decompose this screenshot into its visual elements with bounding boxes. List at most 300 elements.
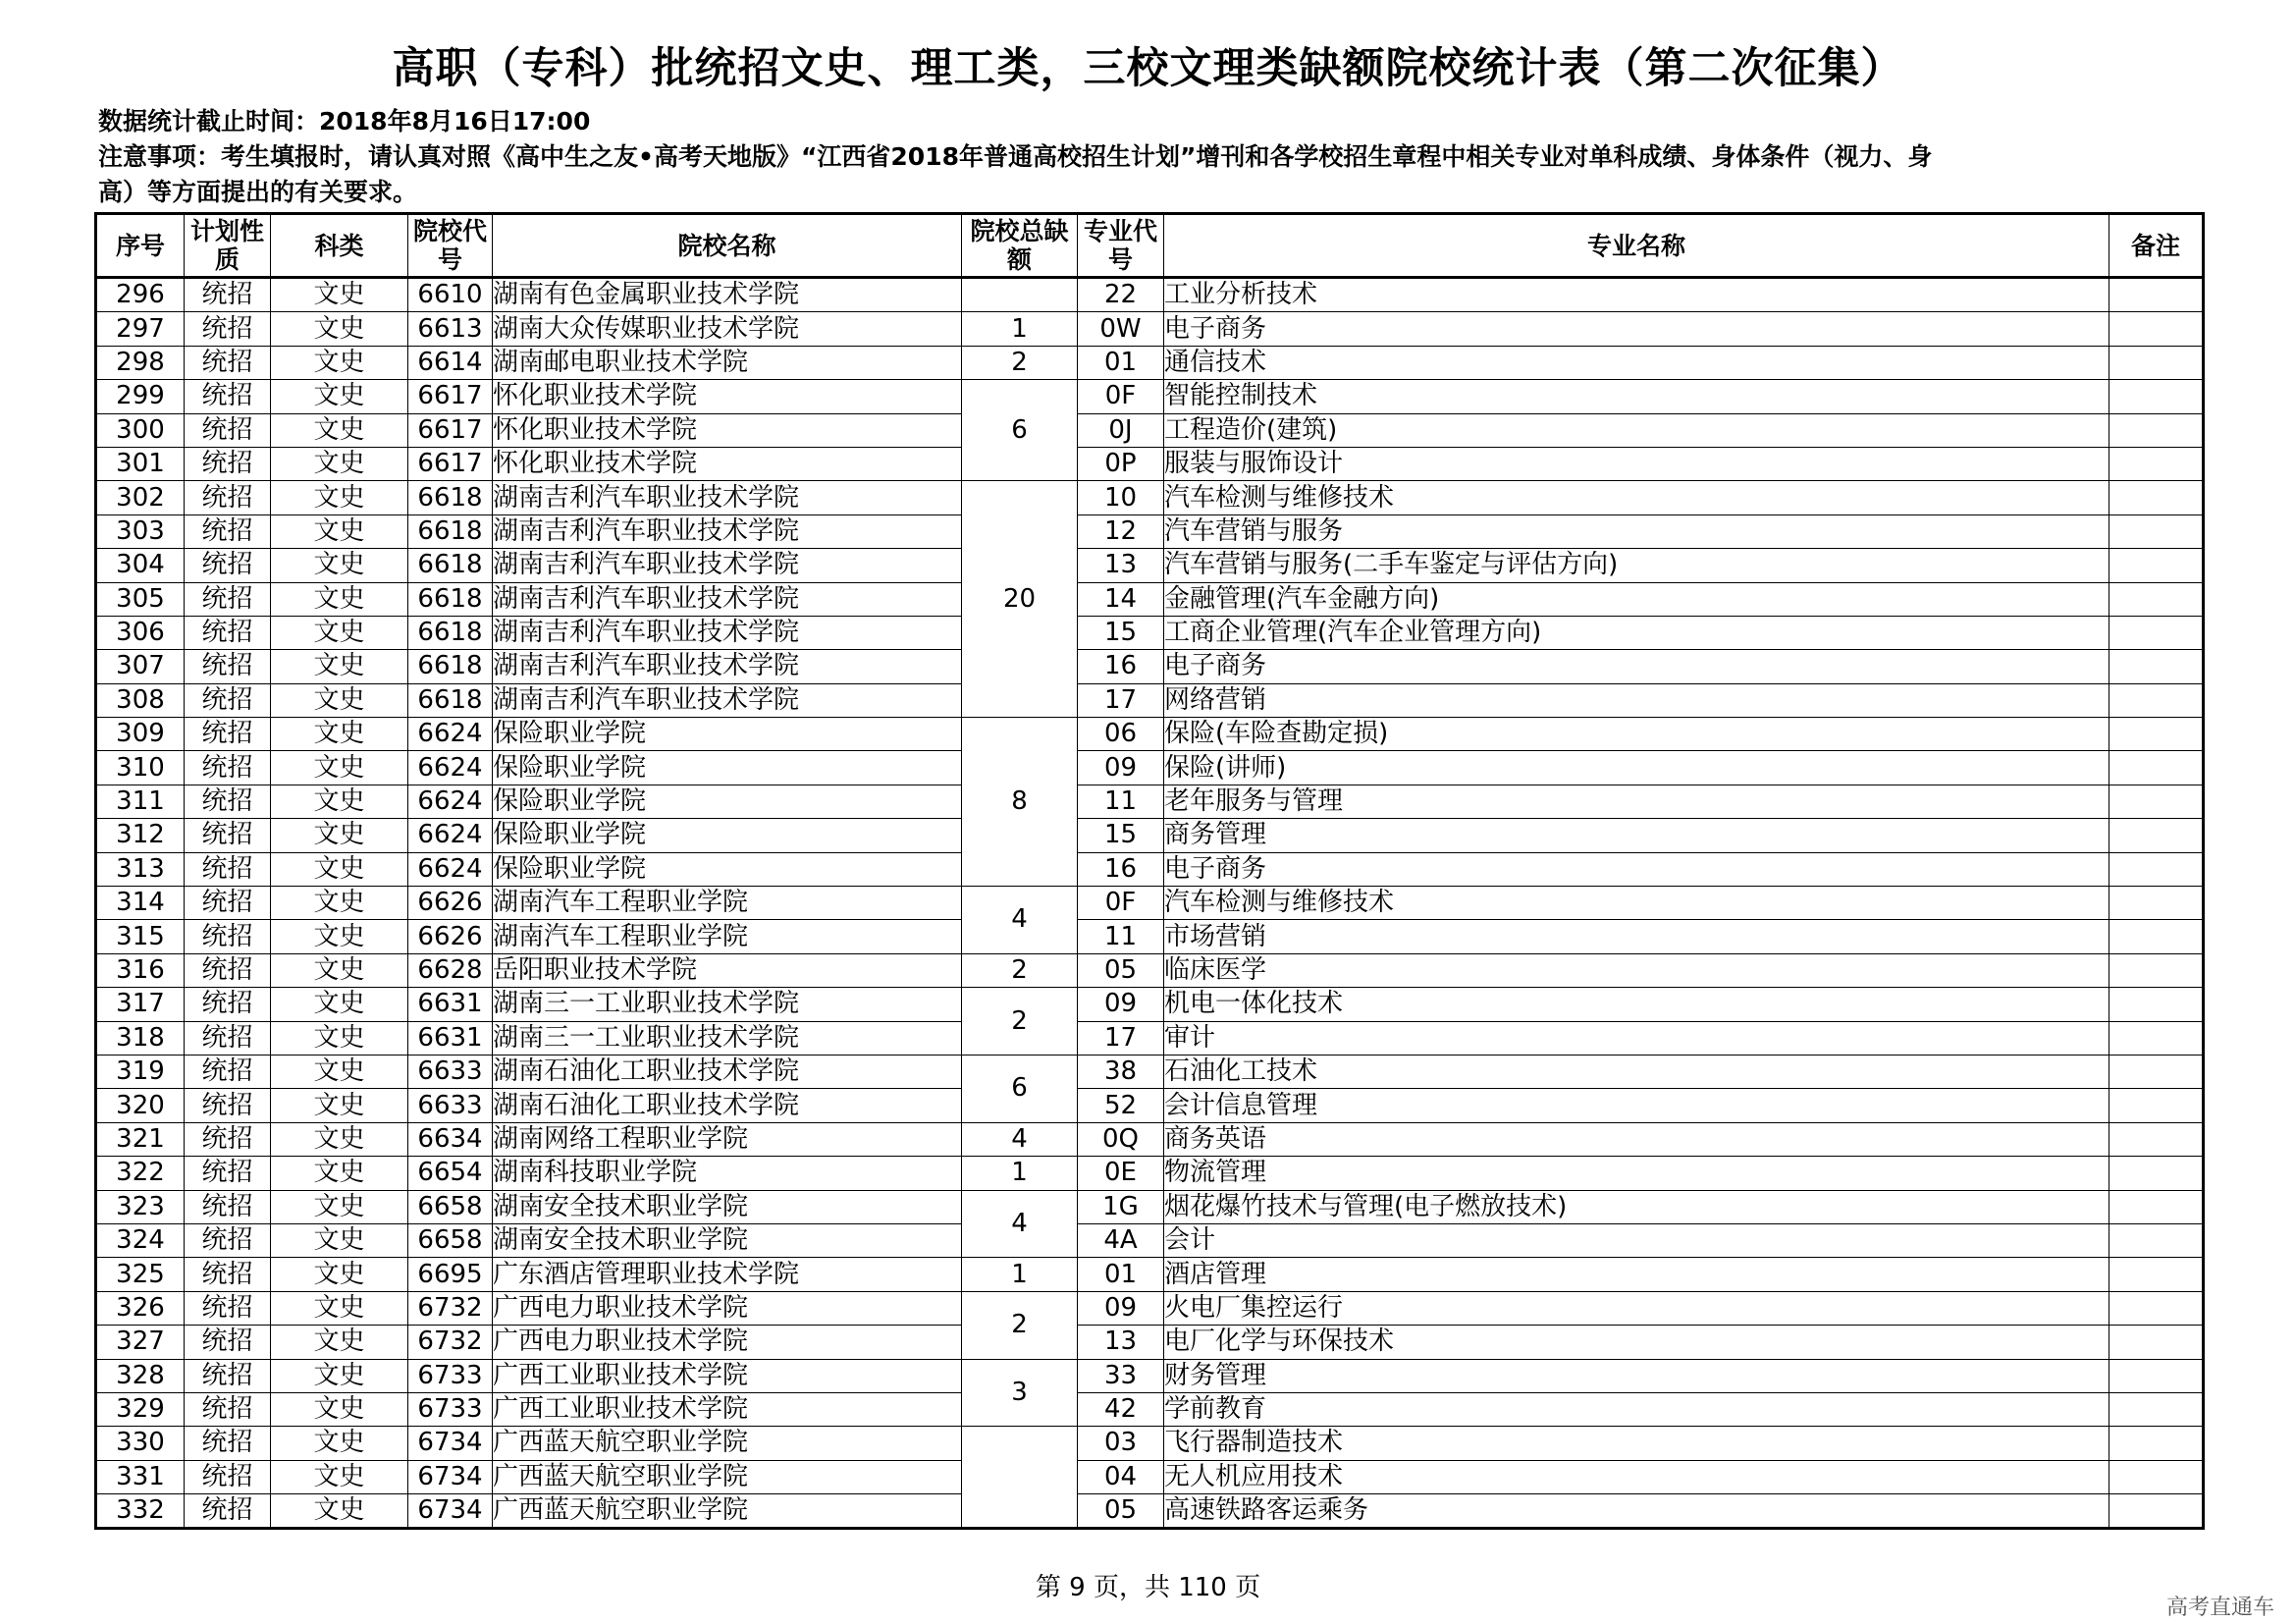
cell-major-name: 电子商务 [1164, 312, 2109, 346]
cell-school-name: 湖南吉利汽车职业技术学院 [493, 549, 962, 582]
cell-plan-type: 统招 [185, 278, 271, 312]
table-row [96, 380, 2204, 413]
cell-school-code: 6617 [408, 380, 493, 413]
cell-plan-type: 统招 [185, 1326, 271, 1359]
cell-category: 文史 [271, 887, 408, 920]
cell-major-name: 飞行器制造技术 [1164, 1427, 2109, 1460]
table-row [96, 988, 2204, 1021]
table-row [96, 312, 2204, 346]
table-row [96, 683, 2204, 717]
cell-category: 文史 [271, 718, 408, 751]
cell-seq: 331 [96, 1460, 185, 1493]
cell-category: 文史 [271, 1258, 408, 1291]
cell-category: 文史 [271, 413, 408, 447]
cell-school-quota: 4 [962, 1190, 1078, 1258]
cell-category: 文史 [271, 312, 408, 346]
cell-school-name: 广西工业职业技术学院 [493, 1359, 962, 1392]
cell-major-code: 10 [1078, 481, 1164, 514]
cell-plan-type: 统招 [185, 887, 271, 920]
cell-seq: 298 [96, 346, 185, 379]
table-row [96, 1089, 2204, 1122]
cell-school-name: 保险职业学院 [493, 785, 962, 818]
cell-plan-type: 统招 [185, 1223, 271, 1257]
cell-school-code: 6733 [408, 1392, 493, 1426]
cell-school-name: 广西蓝天航空职业学院 [493, 1427, 962, 1460]
cell-school-name: 保险职业学院 [493, 718, 962, 751]
cell-seq: 297 [96, 312, 185, 346]
cell-plan-type: 统招 [185, 312, 271, 346]
page-footer: 第 9 页，共 110 页 [1035, 1573, 1261, 1602]
cell-remark [2109, 312, 2204, 346]
cell-school-quota: 6 [962, 380, 1078, 481]
cell-remark [2109, 887, 2204, 920]
cell-major-code: 17 [1078, 683, 1164, 717]
cell-major-name: 财务管理 [1164, 1359, 2109, 1392]
cell-category: 文史 [271, 852, 408, 886]
cell-school-quota: 20 [962, 481, 1078, 718]
cell-school-code: 6624 [408, 852, 493, 886]
cell-category: 文史 [271, 1055, 408, 1088]
cell-major-code: 38 [1078, 1055, 1164, 1088]
cell-major-code: 11 [1078, 785, 1164, 818]
cell-seq: 315 [96, 920, 185, 953]
header-major-code: 专业代号 [1078, 214, 1164, 278]
cell-major-name: 电子商务 [1164, 852, 2109, 886]
cell-school-name: 湖南吉利汽车职业技术学院 [493, 616, 962, 649]
cell-seq: 311 [96, 785, 185, 818]
cell-seq: 313 [96, 852, 185, 886]
cell-school-code: 6624 [408, 751, 493, 785]
cell-major-code: 42 [1078, 1392, 1164, 1426]
cell-plan-type: 统招 [185, 988, 271, 1021]
cell-plan-type: 统招 [185, 1089, 271, 1122]
cell-major-name: 金融管理(汽车金融方向) [1164, 582, 2109, 616]
cell-plan-type: 统招 [185, 953, 271, 987]
cell-seq: 310 [96, 751, 185, 785]
cell-school-code: 6734 [408, 1427, 493, 1460]
cell-remark [2109, 346, 2204, 379]
cell-plan-type: 统招 [185, 1122, 271, 1156]
header-remark: 备注 [2109, 214, 2204, 278]
cell-seq: 305 [96, 582, 185, 616]
table-row [96, 1258, 2204, 1291]
cell-major-code: 22 [1078, 278, 1164, 312]
cell-plan-type: 统招 [185, 1258, 271, 1291]
cell-school-quota: 3 [962, 1359, 1078, 1427]
cell-school-quota [962, 278, 1078, 312]
cell-remark [2109, 447, 2204, 480]
cell-category: 文史 [271, 346, 408, 379]
cell-school-code: 6633 [408, 1055, 493, 1088]
cell-plan-type: 统招 [185, 1494, 271, 1529]
cell-school-code: 6634 [408, 1122, 493, 1156]
cell-category: 文史 [271, 1359, 408, 1392]
cell-plan-type: 统招 [185, 819, 271, 852]
cell-major-code: 0W [1078, 312, 1164, 346]
cell-remark [2109, 819, 2204, 852]
table-row [96, 1460, 2204, 1493]
cell-plan-type: 统招 [185, 785, 271, 818]
cell-category: 文史 [271, 1326, 408, 1359]
cell-remark [2109, 380, 2204, 413]
cell-school-quota: 4 [962, 887, 1078, 954]
table-row [96, 447, 2204, 480]
table-row [96, 514, 2204, 548]
cell-major-name: 保险(车险查勘定损) [1164, 718, 2109, 751]
cell-school-code: 6658 [408, 1223, 493, 1257]
header-category: 科类 [271, 214, 408, 278]
cell-major-name: 网络营销 [1164, 683, 2109, 717]
cell-school-code: 6618 [408, 582, 493, 616]
cell-school-quota: 4 [962, 1122, 1078, 1156]
cell-school-code: 6617 [408, 447, 493, 480]
cell-plan-type: 统招 [185, 920, 271, 953]
cell-major-code: 09 [1078, 1291, 1164, 1325]
cell-plan-type: 统招 [185, 1392, 271, 1426]
table-row [96, 346, 2204, 379]
table-row [96, 1122, 2204, 1156]
cell-school-quota: 1 [962, 1258, 1078, 1291]
cell-plan-type: 统招 [185, 1055, 271, 1088]
notice-line-2: 高）等方面提出的有关要求。 [98, 178, 418, 206]
cell-plan-type: 统招 [185, 380, 271, 413]
cell-school-quota [962, 1427, 1078, 1529]
table-row [96, 1157, 2204, 1190]
cell-major-code: 04 [1078, 1460, 1164, 1493]
cell-plan-type: 统招 [185, 1359, 271, 1392]
cell-seq: 309 [96, 718, 185, 751]
cell-remark [2109, 481, 2204, 514]
cell-school-code: 6617 [408, 413, 493, 447]
cell-seq: 325 [96, 1258, 185, 1291]
cell-school-code: 6614 [408, 346, 493, 379]
header-school-quota: 院校总缺额 [962, 214, 1078, 278]
table-row [96, 582, 2204, 616]
cell-school-quota: 6 [962, 1055, 1078, 1122]
cell-major-name: 商务管理 [1164, 819, 2109, 852]
cell-plan-type: 统招 [185, 1460, 271, 1493]
table-row [96, 751, 2204, 785]
cell-seq: 308 [96, 683, 185, 717]
cell-seq: 301 [96, 447, 185, 480]
table-row [96, 413, 2204, 447]
cell-school-name: 湖南石油化工职业技术学院 [493, 1055, 962, 1088]
cell-remark [2109, 1190, 2204, 1223]
cell-major-code: 09 [1078, 988, 1164, 1021]
cell-school-name: 湖南有色金属职业技术学院 [493, 278, 962, 312]
cell-major-code: 4A [1078, 1223, 1164, 1257]
cell-category: 文史 [271, 1021, 408, 1055]
cell-category: 文史 [271, 785, 408, 818]
cell-major-code: 03 [1078, 1427, 1164, 1460]
cell-remark [2109, 1291, 2204, 1325]
cell-seq: 302 [96, 481, 185, 514]
cell-school-code: 6613 [408, 312, 493, 346]
cell-school-name: 保险职业学院 [493, 852, 962, 886]
cell-school-code: 6631 [408, 1021, 493, 1055]
table-row [96, 1190, 2204, 1223]
cell-category: 文史 [271, 1190, 408, 1223]
cell-school-code: 6626 [408, 920, 493, 953]
cell-category: 文史 [271, 650, 408, 683]
cell-remark [2109, 278, 2204, 312]
cell-school-name: 湖南汽车工程职业学院 [493, 887, 962, 920]
cell-remark [2109, 1359, 2204, 1392]
table-header-row [96, 214, 2204, 278]
cell-major-code: 0F [1078, 887, 1164, 920]
cell-major-name: 机电一体化技术 [1164, 988, 2109, 1021]
table-row [96, 920, 2204, 953]
cell-major-name: 电子商务 [1164, 650, 2109, 683]
cell-remark [2109, 988, 2204, 1021]
cell-seq: 322 [96, 1157, 185, 1190]
cell-major-name: 酒店管理 [1164, 1258, 2109, 1291]
cell-major-code: 16 [1078, 852, 1164, 886]
header-plan-type: 计划性质 [185, 214, 271, 278]
cell-school-code: 6628 [408, 953, 493, 987]
cell-school-name: 广西蓝天航空职业学院 [493, 1460, 962, 1493]
cell-plan-type: 统招 [185, 1190, 271, 1223]
cell-major-name: 会计信息管理 [1164, 1089, 2109, 1122]
cell-school-code: 6658 [408, 1190, 493, 1223]
cell-major-code: 0E [1078, 1157, 1164, 1190]
table-row [96, 481, 2204, 514]
cell-major-code: 15 [1078, 616, 1164, 649]
cell-school-code: 6624 [408, 819, 493, 852]
cell-major-code: 01 [1078, 346, 1164, 379]
cell-school-name: 广西蓝天航空职业学院 [493, 1494, 962, 1529]
cell-seq: 326 [96, 1291, 185, 1325]
cell-school-name: 湖南大众传媒职业技术学院 [493, 312, 962, 346]
cell-category: 文史 [271, 1122, 408, 1156]
table-row [96, 1291, 2204, 1325]
cell-seq: 330 [96, 1427, 185, 1460]
cell-seq: 319 [96, 1055, 185, 1088]
cell-plan-type: 统招 [185, 549, 271, 582]
cell-remark [2109, 1494, 2204, 1529]
header-seq: 序号 [96, 214, 185, 278]
cell-major-code: 16 [1078, 650, 1164, 683]
cell-school-name: 广东酒店管理职业技术学院 [493, 1258, 962, 1291]
cell-school-name: 湖南吉利汽车职业技术学院 [493, 650, 962, 683]
cell-major-code: 15 [1078, 819, 1164, 852]
cell-major-name: 烟花爆竹技术与管理(电子燃放技术) [1164, 1190, 2109, 1223]
cell-plan-type: 统招 [185, 413, 271, 447]
cell-school-name: 广西工业职业技术学院 [493, 1392, 962, 1426]
table-body [96, 278, 2204, 1529]
cell-plan-type: 统招 [185, 346, 271, 379]
cell-school-code: 6618 [408, 616, 493, 649]
cell-major-name: 火电厂集控运行 [1164, 1291, 2109, 1325]
cell-major-code: 0F [1078, 380, 1164, 413]
cell-major-code: 33 [1078, 1359, 1164, 1392]
cell-seq: 323 [96, 1190, 185, 1223]
cell-school-name: 广西电力职业技术学院 [493, 1291, 962, 1325]
cell-remark [2109, 1326, 2204, 1359]
cell-seq: 320 [96, 1089, 185, 1122]
cell-school-name: 湖南吉利汽车职业技术学院 [493, 481, 962, 514]
cell-category: 文史 [271, 549, 408, 582]
cell-category: 文史 [271, 988, 408, 1021]
cell-major-name: 保险(讲师) [1164, 751, 2109, 785]
cell-school-name: 湖南网络工程职业学院 [493, 1122, 962, 1156]
cell-major-code: 0P [1078, 447, 1164, 480]
cell-remark [2109, 920, 2204, 953]
cell-major-name: 电厂化学与环保技术 [1164, 1326, 2109, 1359]
cell-school-name: 湖南三一工业职业技术学院 [493, 1021, 962, 1055]
cell-school-code: 6626 [408, 887, 493, 920]
cell-school-code: 6618 [408, 683, 493, 717]
cell-seq: 314 [96, 887, 185, 920]
cell-category: 文史 [271, 1494, 408, 1529]
cell-major-name: 通信技术 [1164, 346, 2109, 379]
cell-school-code: 6633 [408, 1089, 493, 1122]
cell-plan-type: 统招 [185, 1427, 271, 1460]
cell-seq: 299 [96, 380, 185, 413]
cell-major-name: 审计 [1164, 1021, 2109, 1055]
cell-plan-type: 统招 [185, 582, 271, 616]
page-title: 高职（专科）批统招文史、理工类，三校文理类缺额院校统计表（第二次征集） [392, 44, 1904, 93]
cell-school-name: 湖南汽车工程职业学院 [493, 920, 962, 953]
cell-major-name: 工业分析技术 [1164, 278, 2109, 312]
deadline-text: 数据统计截止时间：2018年8月16日17:00 [98, 107, 591, 135]
cell-remark [2109, 582, 2204, 616]
cell-school-name: 岳阳职业技术学院 [493, 953, 962, 987]
cell-plan-type: 统招 [185, 650, 271, 683]
cell-school-quota: 8 [962, 718, 1078, 887]
cell-major-code: 05 [1078, 1494, 1164, 1529]
cell-school-name: 湖南安全技术职业学院 [493, 1223, 962, 1257]
table-row [96, 1392, 2204, 1426]
table-row [96, 1021, 2204, 1055]
cell-school-code: 6733 [408, 1359, 493, 1392]
cell-category: 文史 [271, 819, 408, 852]
cell-major-code: 13 [1078, 1326, 1164, 1359]
cell-school-code: 6610 [408, 278, 493, 312]
cell-seq: 332 [96, 1494, 185, 1529]
cell-seq: 324 [96, 1223, 185, 1257]
cell-major-name: 工商企业管理(汽车企业管理方向) [1164, 616, 2109, 649]
cell-plan-type: 统招 [185, 514, 271, 548]
cell-major-name: 老年服务与管理 [1164, 785, 2109, 818]
cell-school-quota: 1 [962, 1157, 1078, 1190]
cell-category: 文史 [271, 1089, 408, 1122]
watermark-text: 高考直通车 [2165, 1596, 2274, 1620]
cell-school-name: 湖南科技职业学院 [493, 1157, 962, 1190]
cell-school-name: 湖南石油化工职业技术学院 [493, 1089, 962, 1122]
cell-major-name: 石油化工技术 [1164, 1055, 2109, 1088]
table-row [96, 953, 2204, 987]
cell-school-quota: 1 [962, 312, 1078, 346]
cell-seq: 316 [96, 953, 185, 987]
cell-category: 文史 [271, 1291, 408, 1325]
cell-plan-type: 统招 [185, 616, 271, 649]
table-row [96, 887, 2204, 920]
table-row [96, 1223, 2204, 1257]
cell-seq: 304 [96, 549, 185, 582]
table-row [96, 1359, 2204, 1392]
cell-major-name: 会计 [1164, 1223, 2109, 1257]
cell-school-code: 6732 [408, 1326, 493, 1359]
cell-major-name: 市场营销 [1164, 920, 2109, 953]
cell-school-name: 怀化职业技术学院 [493, 447, 962, 480]
cell-major-code: 13 [1078, 549, 1164, 582]
cell-major-name: 汽车检测与维修技术 [1164, 887, 2109, 920]
cell-seq: 327 [96, 1326, 185, 1359]
cell-remark [2109, 751, 2204, 785]
cell-category: 文史 [271, 447, 408, 480]
cell-remark [2109, 1122, 2204, 1156]
cell-school-code: 6618 [408, 650, 493, 683]
cell-school-name: 湖南吉利汽车职业技术学院 [493, 582, 962, 616]
table-row [96, 549, 2204, 582]
cell-school-quota: 2 [962, 988, 1078, 1056]
cell-plan-type: 统招 [185, 683, 271, 717]
cell-remark [2109, 1392, 2204, 1426]
cell-seq: 329 [96, 1392, 185, 1426]
cell-category: 文史 [271, 683, 408, 717]
cell-major-name: 智能控制技术 [1164, 380, 2109, 413]
cell-remark [2109, 650, 2204, 683]
cell-plan-type: 统招 [185, 1291, 271, 1325]
header-major-name: 专业名称 [1164, 214, 2109, 278]
cell-remark [2109, 1021, 2204, 1055]
cell-school-code: 6654 [408, 1157, 493, 1190]
cell-seq: 296 [96, 278, 185, 312]
cell-remark [2109, 413, 2204, 447]
cell-school-name: 怀化职业技术学院 [493, 413, 962, 447]
cell-school-name: 怀化职业技术学院 [493, 380, 962, 413]
cell-major-code: 01 [1078, 1258, 1164, 1291]
cell-school-name: 保险职业学院 [493, 819, 962, 852]
cell-major-name: 物流管理 [1164, 1157, 2109, 1190]
cell-school-code: 6734 [408, 1460, 493, 1493]
cell-major-code: 1G [1078, 1190, 1164, 1223]
cell-seq: 321 [96, 1122, 185, 1156]
cell-category: 文史 [271, 1392, 408, 1426]
cell-school-quota: 2 [962, 1291, 1078, 1359]
cell-school-code: 6734 [408, 1494, 493, 1529]
cell-plan-type: 统招 [185, 718, 271, 751]
cell-seq: 300 [96, 413, 185, 447]
cell-category: 文史 [271, 1427, 408, 1460]
table-row [96, 278, 2204, 312]
cell-school-code: 6618 [408, 549, 493, 582]
cell-category: 文史 [271, 582, 408, 616]
cell-major-name: 商务英语 [1164, 1122, 2109, 1156]
cell-major-name: 无人机应用技术 [1164, 1460, 2109, 1493]
table-row [96, 819, 2204, 852]
cell-remark [2109, 616, 2204, 649]
cell-school-code: 6618 [408, 514, 493, 548]
cell-major-code: 0J [1078, 413, 1164, 447]
cell-school-code: 6618 [408, 481, 493, 514]
cell-remark [2109, 1258, 2204, 1291]
cell-major-code: 06 [1078, 718, 1164, 751]
cell-remark [2109, 514, 2204, 548]
cell-seq: 307 [96, 650, 185, 683]
cell-school-quota: 2 [962, 953, 1078, 987]
cell-remark [2109, 1223, 2204, 1257]
table-row [96, 1055, 2204, 1088]
table-row [96, 1427, 2204, 1460]
cell-major-code: 52 [1078, 1089, 1164, 1122]
cell-category: 文史 [271, 514, 408, 548]
table-row [96, 1326, 2204, 1359]
cell-major-name: 临床医学 [1164, 953, 2109, 987]
table-row [96, 852, 2204, 886]
cell-major-name: 工程造价(建筑) [1164, 413, 2109, 447]
